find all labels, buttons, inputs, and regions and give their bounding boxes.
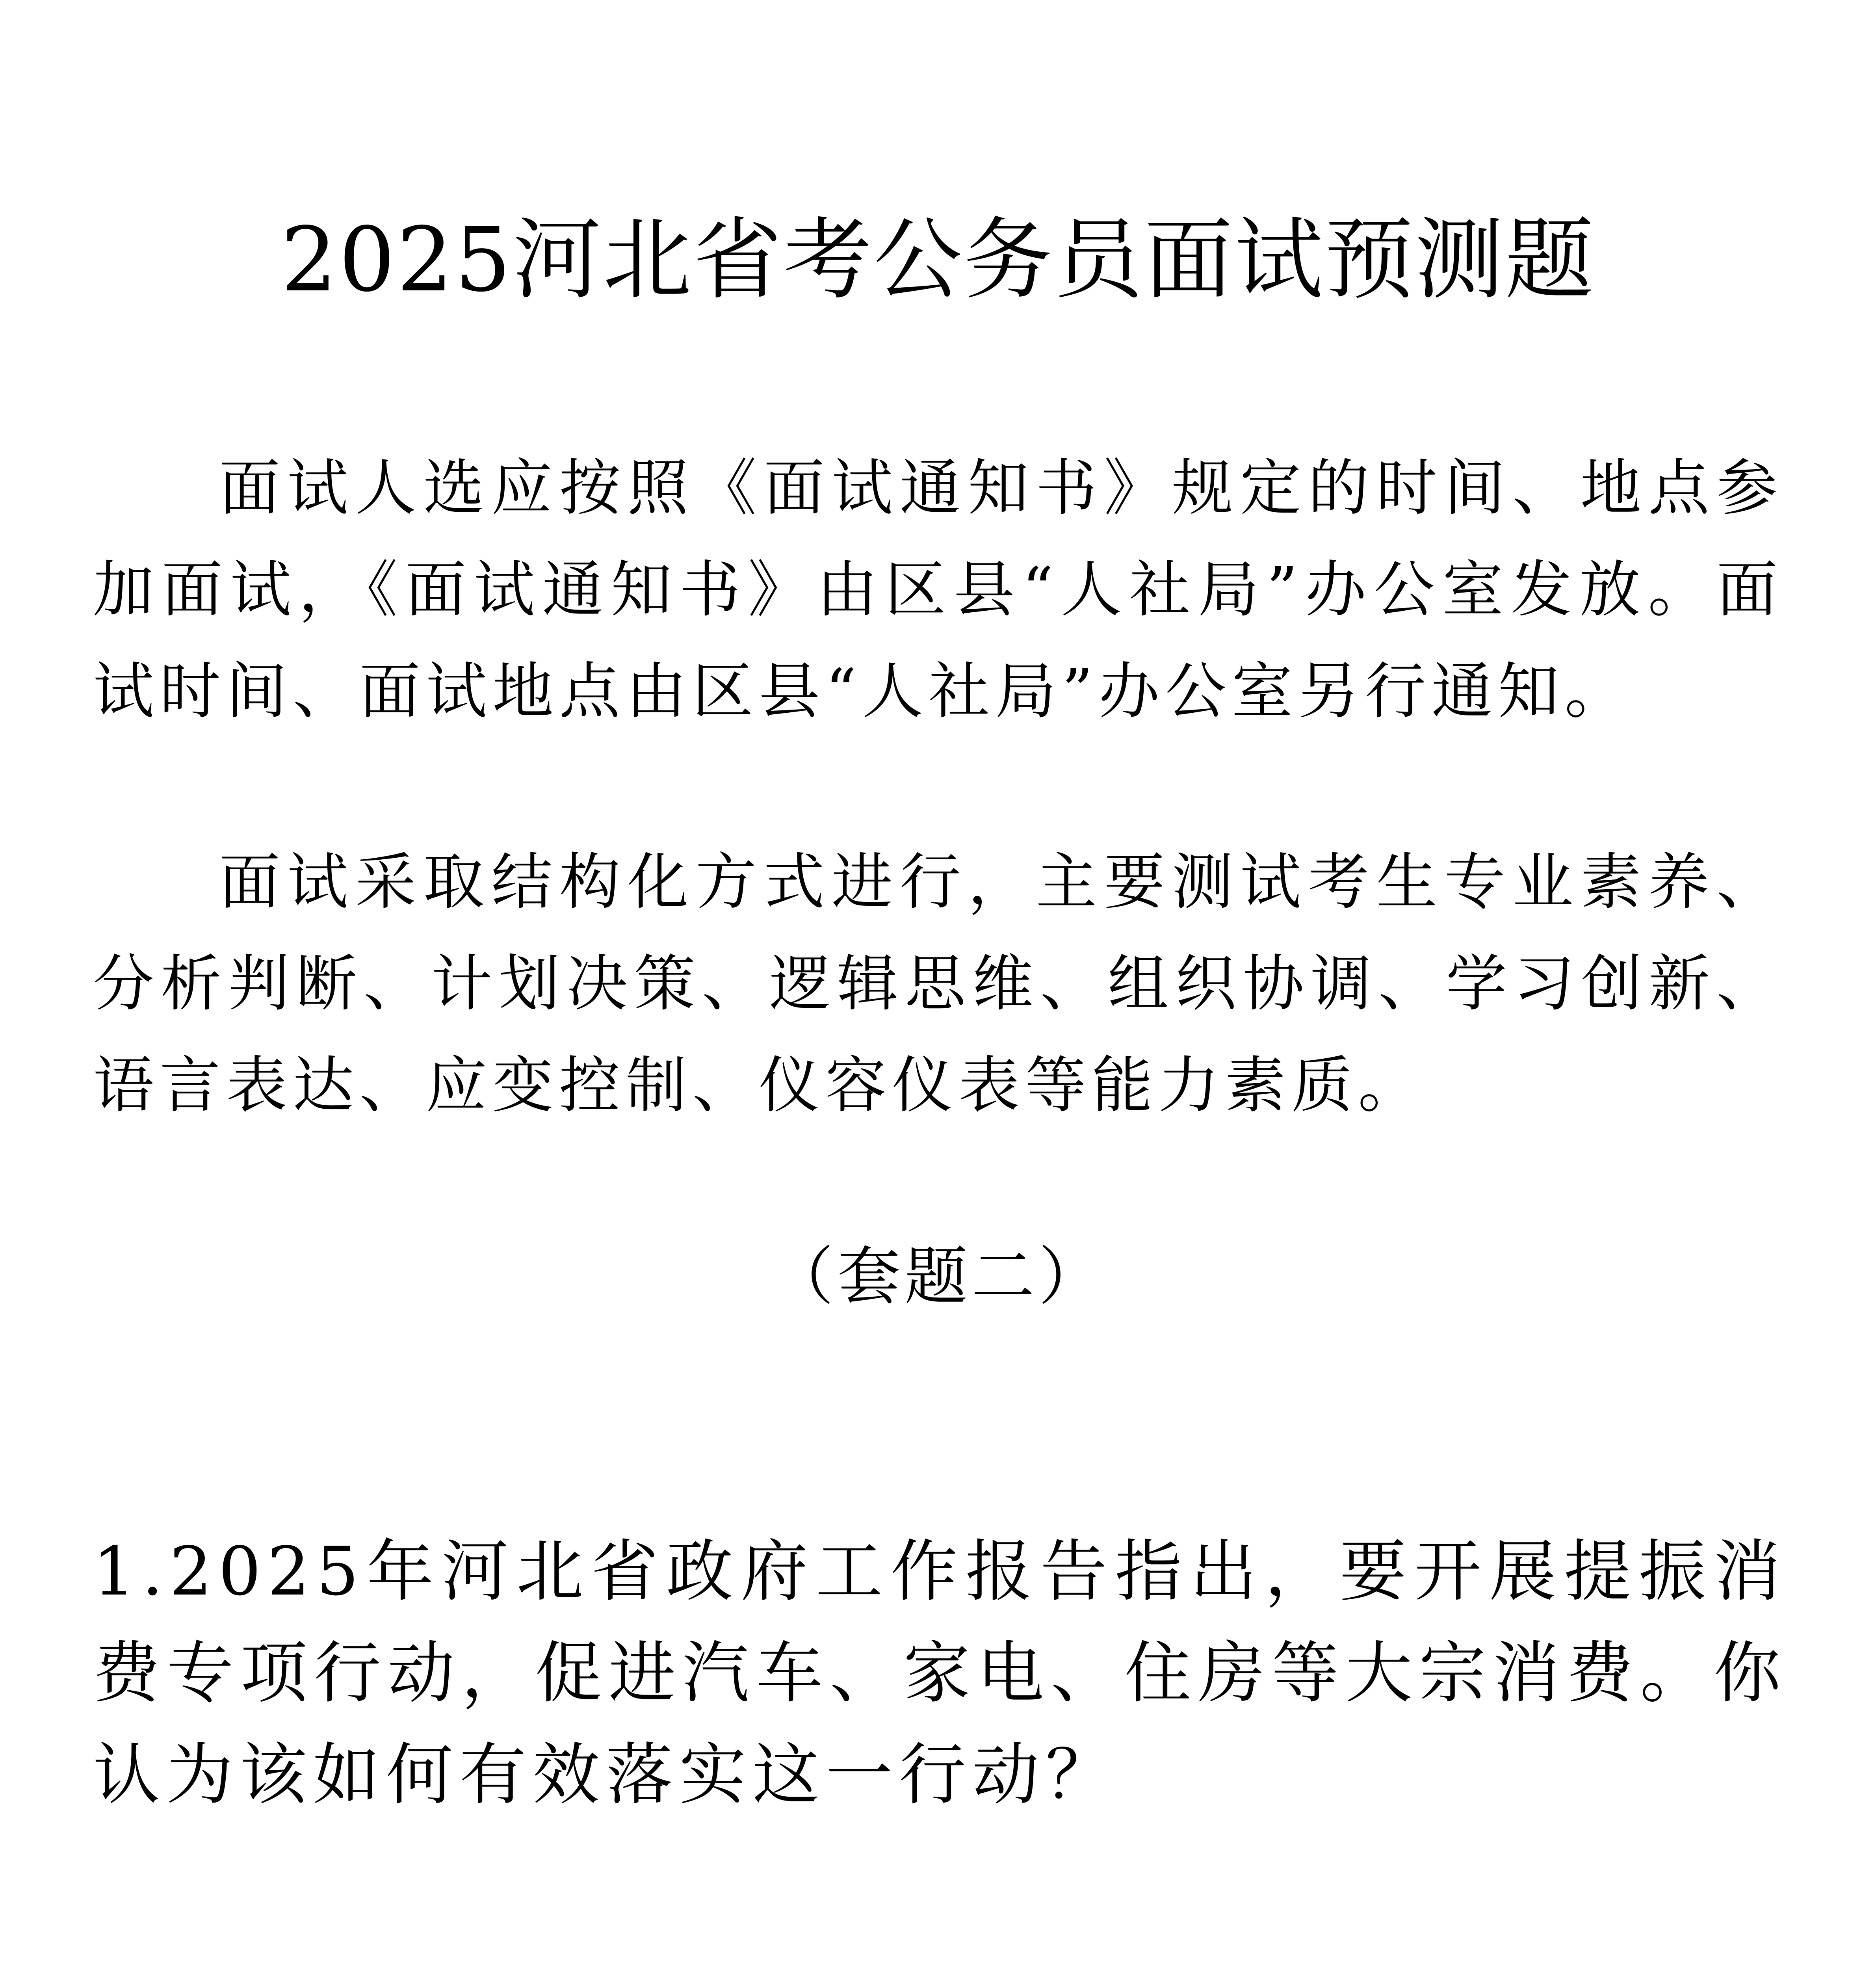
intro-paragraph-interview-format: 面试采取结构化方式进行，主要测试考生专业素养、分析判断、计划决策、逻辑思维、组织协调、学习创新、语言表达、应变控制、仪容仪表等能力素质。 bbox=[93, 846, 1783, 1121]
document-title: 2025河北省考公务员面试预测题 bbox=[280, 208, 1596, 312]
intro-paragraph-interview-notice: 面试人选应按照《面试通知书》规定的时间、地点参加面试，《面试通知书》由区县“人社局”办公室发放。面试时间、面试地点由区县“人社局”办公室另行通知。 bbox=[93, 452, 1783, 727]
question-set-title: （套题二） bbox=[770, 1240, 1105, 1313]
question-item-1: 1.2025年河北省政府工作报告指出，要开展提振消费专项行动，促进汽车、家电、住房等大宗消费。你认为该如何有效落实这一行动？ bbox=[93, 1533, 1787, 1814]
